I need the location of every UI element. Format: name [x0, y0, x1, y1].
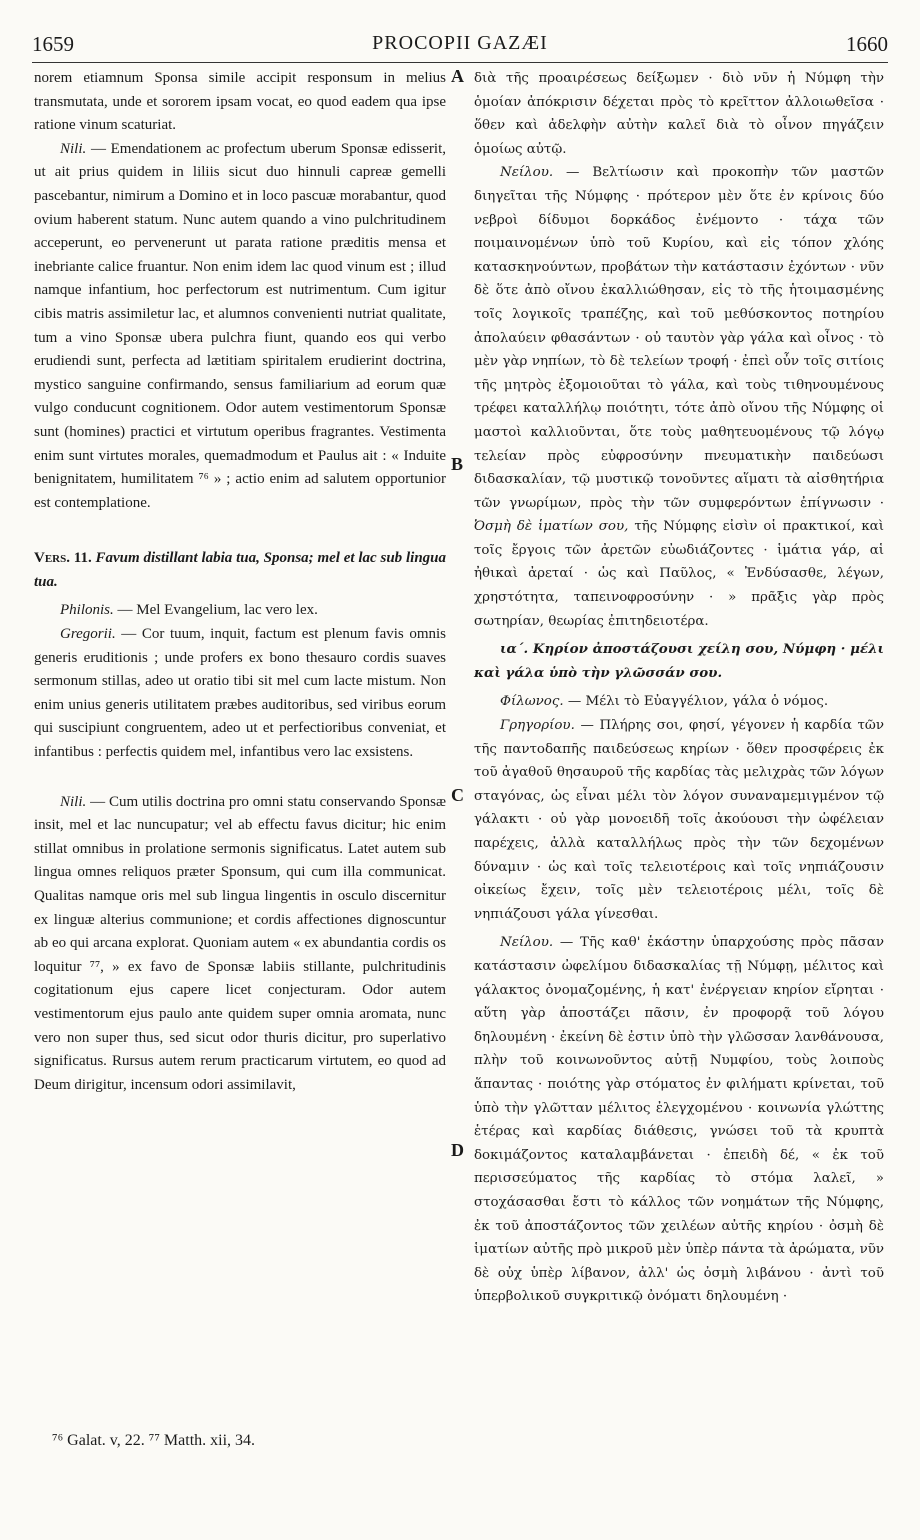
latin-paragraph: norem etiamnum Sponsa simile accipit responsum in melius transmutata, unde et sororem ipsam vocat, eo quod eadem qua ipse ratione vinum scaturiat. — [34, 70, 446, 134]
verse-text: Favum distillant labia tua, Sponsa; mel et lac sub lingua tua. — [34, 550, 446, 590]
margin-letter-a: A — [451, 66, 464, 86]
verse-heading — [34, 547, 446, 594]
latin-paragraph — [34, 791, 446, 1098]
speaker-label: Γρηγορίου. — [500, 718, 575, 734]
margin-letter-b: B — [451, 454, 464, 474]
paragraph-text: τῆς Νύμφης εἰσὶν οἱ πρακτικοί, καὶ τοῖς ἔργοις τῶν ἀρετῶν εὐωδιάζοντες · ἱμάτια γάρ, αἱ ἠθικαὶ ἀρεταί · ὡς καὶ Παῦλος, « Ἐνδύσασθε, λέγων, χρηστότητα, ταπεινοφροσύνην · » πρᾶξις γὰρ πρὸς σωτηρίαν, θεωρίας ἐπιτηδειοτέρα. — [474, 519, 884, 629]
paragraph-text: — Πλήρης σοι, φησί, γέγονεν ἡ καρδία τῶν τῆς παντοδαπῆς παιδεύσεως κηρίων · ὅθεν προσφέρεις ἐκ τοῦ ἀγαθοῦ θησαυροῦ τῆς καρδίας τὰς μελιχρὰς τῶν λόγων σταγόνας, ὡς εἶναι μέλι τὸν λόγον συναναμεμιγμένον τῷ γάλακτι · οὐ γὰρ μονοειδῆ τοῖς ἀκούουσι τὴν ὠφέλειαν παρέχεις, ἀλλὰ καταλλήλως πρὸς τὴν τῶν δεχομένων δύναμιν · ὡς καὶ τοῖς τελειοτέροις καὶ τοῖς νηπιάζουσιν οἰκείως ἔχειν, τοῖς μὲν τελειοτέροις μέλι, τοῖς δὲ νηπιάζουσι γάλα γίνεσθαι. — [474, 718, 884, 922]
verse-heading — [474, 638, 884, 685]
speaker-label: Νείλου. — [500, 935, 554, 951]
speaker-label: Nili. — [60, 140, 87, 157]
paragraph-text: — Βελτίωσιν καὶ προκοπὴν τῶν μαστῶν διηγεῖται τῆς Νύμφης · πρότερον μὲν ὅτε ἐν κρίνοις δύο νεβροὶ δίδυμοι δορκάδος ἐνέμοντο · τάχα τῶν ποιμαινομένων ὑπὸ τοῦ Κυρίου, καὶ εἰς τόπον χλόης κατασκηνούντων, προβάτων τὴν κατάστασιν ἐχόντων · νῦν δὲ ὅτε ἀπὸ οἴνου ἐκαλλιώθησαν, εἰς τὸ τῆς ἡτοιμασμένης τοῖς λογικοῖς τραπέζης, καὶ τοῦ μεθύσκοντος ποτηρίου ἀπολαύειν φθασάντων · οὐ ταυτὸν γὰρ γάλα καὶ οἶνος · τὸ μὲν γὰρ νηπίων, τὸ δὲ τελείων τροφή · ἐπεὶ οὖν τοῖς σιτίοις τῆς μητρὸς ἐξομοιοῦται τὸ γάλα, καὶ τοὺς τιθηνουμένους τρέφει καταλλήλῳ ποιότητι, τότε ἀπὸ οἴνου τῆς Νύμφης οἱ μαστοὶ καλλιοῦνται, ὅτε τοὺς μαθητευομένους τῷ λόγῳ τελείαν πρὸς εὐφροσύνην πνευματικὴν παιδεύωσι διδασκαλίαν, τῷ μυστικῷ τονοῦντες αἵματι τὰ αἰσθητήρια τῶν γνωρίμων, πρὸς τὴν τῶν συμφερόντων ἐπίγνωσιν · — [474, 165, 884, 511]
greek-paragraph — [474, 161, 884, 633]
greek-paragraph — [474, 931, 884, 1309]
greek-paragraph: διὰ τῆς προαιρέσεως δείξωμεν · διὸ νῦν ἡ Νύμφη τὴν ὁμοίαν ἀπόκρισιν δέχεται πρὸς τὸ κρεῖττον ἀλλοιωθεῖσα · ὅθεν καὶ ἀδελφὴν αὐτὴν καλεῖ διὰ τὸ οἶνον πηγάζειν ὁμοίως αὐτῷ. — [474, 71, 884, 157]
margin-letter-d: D — [451, 1140, 464, 1160]
verse-text: Κηρίον ἀποστάζουσι χείλη σου, Νύμφη · μέλι καὶ γάλα ὑπὸ τὴν γλῶσσάν σου. — [474, 641, 884, 681]
quoted-lemma: Ὀσμὴ δὲ ἱματίων σου, — [474, 519, 629, 535]
footnotes: ⁷⁶ Galat. v, 22. ⁷⁷ Matth. xii, 34. — [52, 1432, 256, 1449]
paragraph-text: — Cor tuum, inquit, factum est plenum favis omnis generis eruditionis ; unde profers ex bono thesauro cordis suaves sermonum stillas, adeo ut oratio tibi sit mel cum lacte mistum. Non enim unius generis utilitatem præbes auditoribus, sed viribus eorum qui suscipiunt congruentem, adeo ut et perfectioribus conveniat, et infantibus : perfectis quidem mel, infantibus vero lac exsistens. — [34, 626, 446, 761]
left-column-number: 1659 — [32, 32, 74, 56]
running-header — [32, 30, 888, 63]
speaker-label: Philonis. — [60, 602, 114, 619]
paragraph-text: — Mel Evangelium, lac vero lex. — [113, 602, 318, 619]
latin-column — [34, 67, 446, 1097]
latin-paragraph — [34, 138, 446, 516]
speaker-label: Φίλωνος. — [500, 694, 564, 710]
running-title: PROCOPII GAZÆI — [372, 32, 548, 54]
verse-number: ια΄. — [500, 641, 529, 658]
greek-paragraph — [474, 714, 884, 926]
paragraph-text: — Τῆς καθ' ἑκάστην ὑπαρχούσης πρὸς πᾶσαν κατάστασιν ὠφελίμου διδασκαλίας τῇ Νύμφῃ, μέλιτος καὶ γάλακτος ὀνομαζομένης, ἡ κατ' ἐνέργειαν κηρίον εἴρηται · αὕτη γὰρ ἀποστάζει πᾶσιν, ἐν προφορᾷ τοῦ λόγου δηλουμένη · ἐκείνη δὲ ἐστιν ὑπὸ τὴν γλῶσσαν λανθάνουσα, πλὴν τοῦ κοινωνοῦντος αὐτῇ Νυμφίου, τοὺς λοιποὺς ἅπαντας · ποιότης γὰρ στόματος ἐν φιλήματι κρίνεται, τοῦ ὑπὸ τὴν γλῶτταν μέλιτος ἐλεγχομένου · κοινωνία γλώττης ἑτέρας καὶ καρδίας διάθεσις, γνώσει τοῦ τὰ κρυπτὰ δοκιμάζοντος καταλαμβάνεται · ἐπειδὴ δέ, « ἐκ τοῦ περισσεύματος τῆς καρδίας τὸ στόμα λαλεῖ, » στοχάσασθαι ἔστι τὸ κάλλος τῶν νοημάτων τῆς Νύμφης, ἐκ τοῦ ἀποστάζοντος τῶν χειλέων αὐτῆς κηρίου · ὀσμὴ δὲ ἱματίων αὐτῆς πρὸ μικροῦ μὲν ὑπὲρ πάντα τὰ ἀρώματα, νῦν δὲ οὐχ ὑπὲρ λίβανον, ἀλλ' ὡς ὀσμὴ λιβάνου · ἀντὶ τοῦ ὑπερβολικοῦ συγκριτικῷ ὀνόματι δηλουμένη · — [474, 935, 884, 1305]
latin-paragraph — [34, 599, 446, 623]
paragraph-text: — Emendationem ac profectum uberum Sponsæ edisserit, ut ait prius quidem in liliis sicut duo hinnuli capreæ gemelli pascebantur, nimirum a Domino et in loco pascuæ morabantur, quod ovium haberent statum. Nunc autem quando a vino pulchritudinem acceperunt, eo pervenerunt ut parata ratione præditis mensa et inebriante calice fruantur. Non enim idem lac quod vinum est ; illud namque infantium, hoc perfectorum est nutrimentum. Cum igitur cibis matris assimiletur lac, et alumnos convenienti nutriat qualitate, tum a vino Sponsæ ubera pulchra fiunt, quando eos qui verbo erudiendi sunt, perfecta ad lætitiam spiritalem erudierint doctrina, mystico sanguine confirmando, sensus familiarium ad eorum quæ vulgo conducunt cognitionem. Odor autem vestimentorum Sponsæ sunt (homines) practici et virtutum operibus fragrantes. Vestimenta enim sunt virtutes morales, quemadmodum et Paulus ait : « Induite benignitatem, humilitatem ⁷⁶ » ; actio enim ad salutem opportunior est contemplatione. — [34, 140, 446, 511]
speaker-label: Nili. — [60, 793, 87, 810]
greek-paragraph — [474, 690, 884, 714]
paragraph-text: — Cum utilis doctrina pro omni statu conservando Sponsæ insit, mel et lac nuncupatur; vel ab effectu favus dicitur; hic enim stillat omnibus in prolatione sermonis significatus. Latet autem sub lingua omnes reliquos præter Sponsum, qui cum illa communicat. Qualitas namque oris mel sub lingua lingentis in osculo discernitur ex linguæ alterius communione; et cordis affectiones dignoscuntur ab eo qui arcana explorat. Quoniam autem « ex abundantia cordis os loquitur ⁷⁷, » ex favo de Sponsæ labiis stillante, pulchritudinis cogitationum ejus capere licet conjecturam. Odor autem vestimentorum ejus paulo ante quidem super omnia aromata, nunc vero non super thus, sed sicut odor thuris dicitur, pro superlativo significatus. Rursus autem rerum practicarum virtutem, eo quod ad Deum dirigitur, incensum odori assimilavit, — [34, 793, 446, 1093]
latin-paragraph — [34, 623, 446, 765]
margin-letter-c: C — [451, 785, 464, 805]
right-column-number: 1660 — [846, 32, 888, 56]
paragraph-text: — Μέλι τὸ Εὐαγγέλιον, γάλα ὁ νόμος. — [563, 694, 829, 710]
verse-number: Vers. 11. — [34, 550, 92, 567]
speaker-label: Gregorii. — [60, 626, 116, 643]
greek-column — [474, 67, 884, 1309]
speaker-label: Νείλου. — [500, 165, 554, 181]
